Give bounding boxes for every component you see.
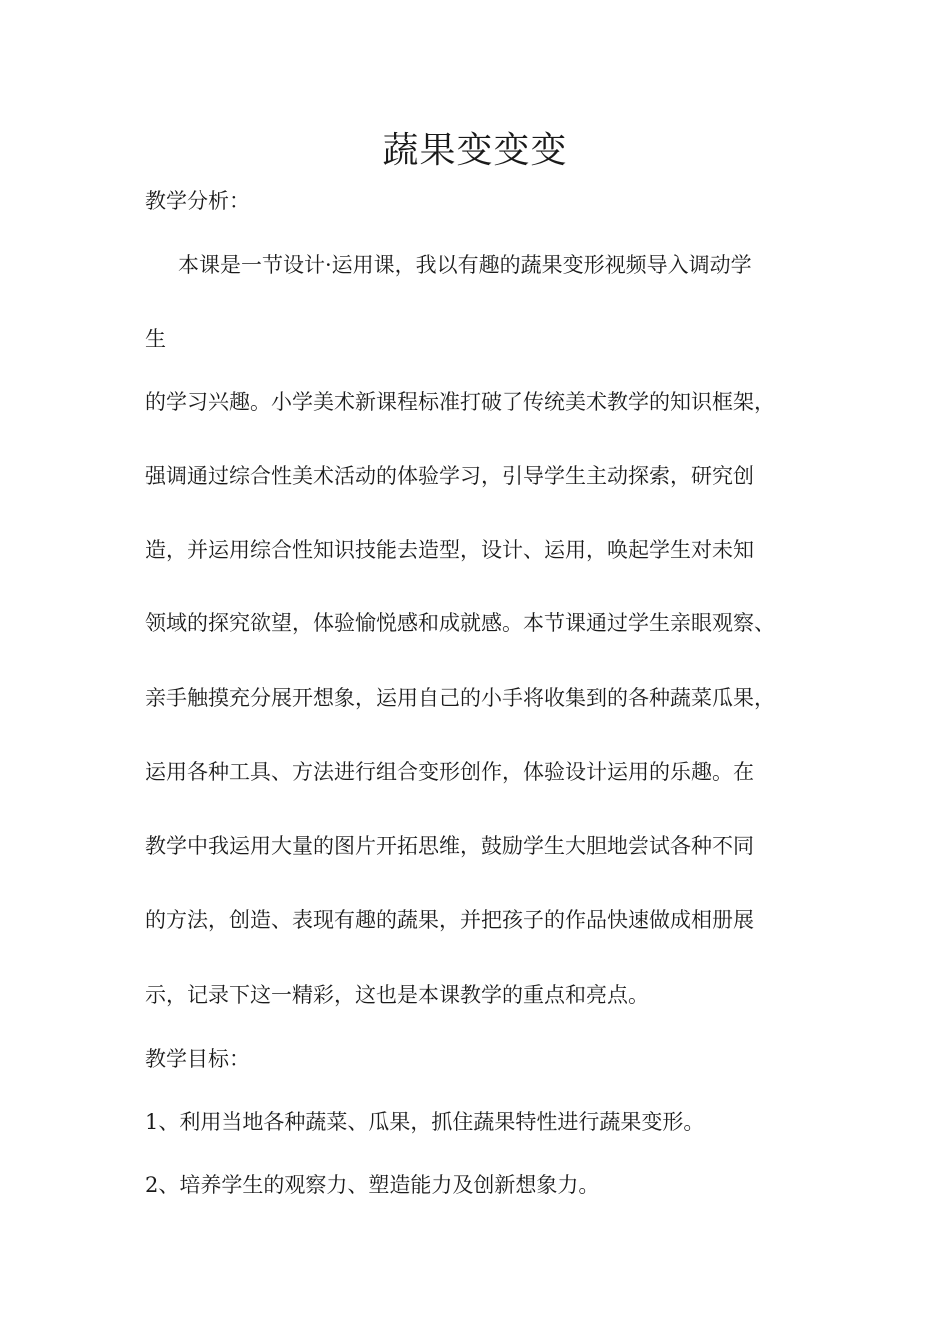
analysis-line: 的方法，创造、表现有趣的蔬果，并把孩子的作品快速做成相册展 [145, 908, 754, 932]
analysis-line: 的学习兴趣。小学美术新课程标准打破了传统美术教学的知识框架， [145, 390, 775, 414]
analysis-line: 生 [145, 327, 166, 351]
document-title: 蔬果变变变 [382, 130, 568, 171]
analysis-line: 强调通过综合性美术活动的体验学习，引导学生主动探索，研究创 [145, 464, 754, 488]
analysis-line: 造，并运用综合性知识技能去造型，设计、运用，唤起学生对未知 [145, 538, 754, 562]
goals-heading: 教学目标： [145, 1047, 250, 1071]
analysis-line: 领域的探究欲望，体验愉悦感和成就感。本节课通过学生亲眼观察、 [145, 611, 775, 635]
analysis-line: 本课是一节设计·运用课，我以有趣的蔬果变形视频导入调动学 [178, 253, 752, 277]
analysis-line: 亲手触摸充分展开想象，运用自己的小手将收集到的各种蔬菜瓜果， [145, 686, 775, 710]
analysis-line: 示，记录下这一精彩，这也是本课教学的重点和亮点。 [145, 983, 649, 1007]
analysis-line: 教学中我运用大量的图片开拓思维，鼓励学生大胆地尝试各种不同 [145, 834, 754, 858]
analysis-line: 运用各种工具、方法进行组合变形创作，体验设计运用的乐趣。在 [145, 760, 754, 784]
goal-item: 1、利用当地各种蔬菜、瓜果，抓住蔬果特性进行蔬果变形。 [145, 1110, 705, 1134]
analysis-heading: 教学分析： [145, 189, 250, 213]
goal-item: 2、培养学生的观察力、塑造能力及创新想象力。 [145, 1173, 600, 1197]
